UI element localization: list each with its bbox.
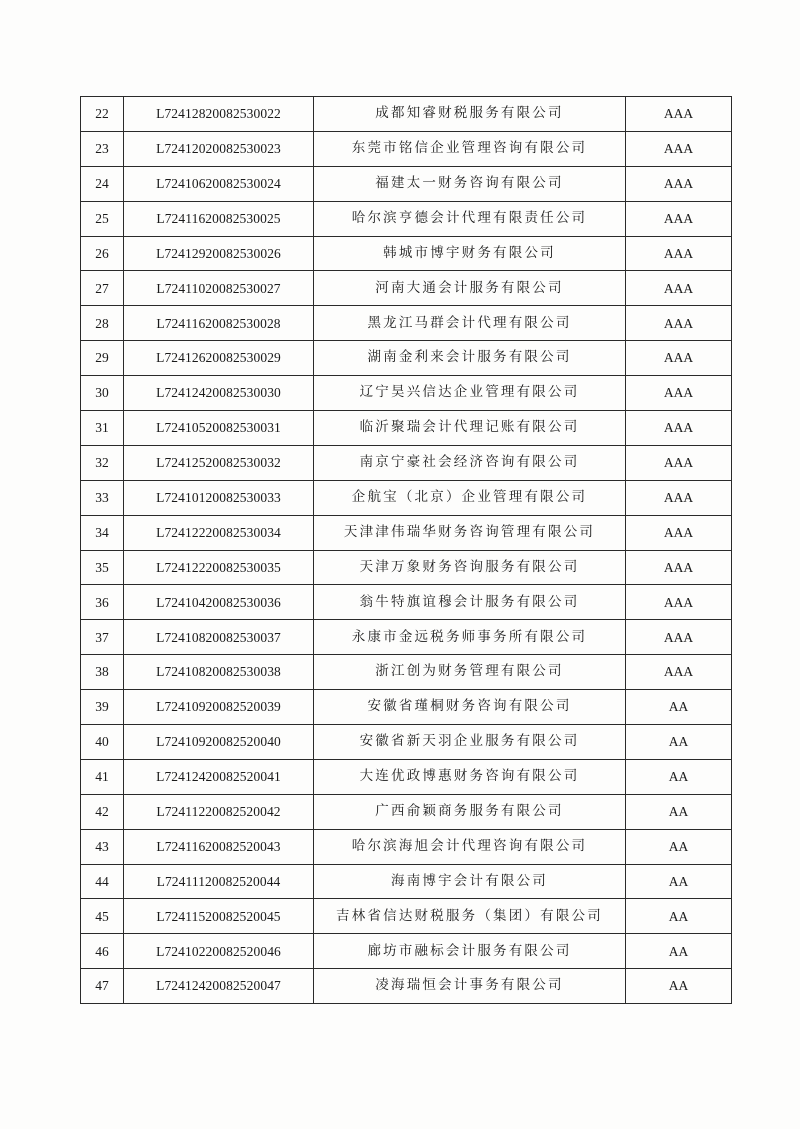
table-row [81, 864, 732, 899]
company-name: 大连优政博惠财务咨询有限公司 [314, 759, 626, 794]
table-row [81, 794, 732, 829]
credit-grade: AAA [626, 550, 732, 585]
table-row [81, 899, 732, 934]
company-name: 天津津伟瑞华财务咨询管理有限公司 [314, 515, 626, 550]
registration-code: L72411020082530027 [124, 271, 314, 306]
credit-grade: AAA [626, 480, 732, 515]
row-number: 36 [81, 585, 124, 620]
registration-code: L72410820082530037 [124, 620, 314, 655]
row-number: 26 [81, 236, 124, 271]
credit-grade: AA [626, 864, 732, 899]
credit-grade: AAA [626, 166, 732, 201]
company-name: 凌海瑞恒会计事务有限公司 [314, 969, 626, 1004]
company-name: 福建太一财务咨询有限公司 [314, 166, 626, 201]
table-row [81, 480, 732, 515]
table-row [81, 236, 732, 271]
registration-code: L72410620082530024 [124, 166, 314, 201]
registration-code: L72411220082520042 [124, 794, 314, 829]
row-number: 38 [81, 655, 124, 690]
row-number: 24 [81, 166, 124, 201]
registration-code: L72411620082530025 [124, 201, 314, 236]
registration-code: L72411620082530028 [124, 306, 314, 341]
company-name: 廊坊市融标会计服务有限公司 [314, 934, 626, 969]
registration-code: L72412520082530032 [124, 445, 314, 480]
credit-grade: AAA [626, 236, 732, 271]
row-number: 35 [81, 550, 124, 585]
credit-grade: AAA [626, 411, 732, 446]
registration-code: L72412220082530035 [124, 550, 314, 585]
table-row [81, 271, 732, 306]
table-row [81, 201, 732, 236]
table-row [81, 550, 732, 585]
row-number: 42 [81, 794, 124, 829]
company-name: 广西俞颖商务服务有限公司 [314, 794, 626, 829]
row-number: 41 [81, 759, 124, 794]
registration-code: L72410920082520040 [124, 725, 314, 760]
company-name: 天津万象财务咨询服务有限公司 [314, 550, 626, 585]
table-row [81, 759, 732, 794]
registration-code: L72410220082520046 [124, 934, 314, 969]
credit-grade: AAA [626, 585, 732, 620]
registration-code: L72412920082530026 [124, 236, 314, 271]
table-row [81, 515, 732, 550]
row-number: 30 [81, 376, 124, 411]
table-row [81, 690, 732, 725]
row-number: 27 [81, 271, 124, 306]
rating-table [80, 96, 732, 1004]
table-row [81, 934, 732, 969]
credit-grade: AAA [626, 620, 732, 655]
registration-code: L72412020082530023 [124, 131, 314, 166]
company-name: 哈尔滨亨德会计代理有限责任公司 [314, 201, 626, 236]
table-row [81, 376, 732, 411]
credit-grade: AAA [626, 306, 732, 341]
credit-grade: AA [626, 725, 732, 760]
credit-grade: AA [626, 969, 732, 1004]
row-number: 37 [81, 620, 124, 655]
company-name: 企航宝（北京）企业管理有限公司 [314, 480, 626, 515]
company-name: 东莞市铭信企业管理咨询有限公司 [314, 131, 626, 166]
credit-grade: AAA [626, 341, 732, 376]
row-number: 23 [81, 131, 124, 166]
credit-grade: AAA [626, 655, 732, 690]
company-name: 临沂聚瑞会计代理记账有限公司 [314, 411, 626, 446]
registration-code: L72410920082520039 [124, 690, 314, 725]
company-name: 湖南金利来会计服务有限公司 [314, 341, 626, 376]
company-name: 安徽省瑾桐财务咨询有限公司 [314, 690, 626, 725]
rating-table-body [81, 97, 732, 1004]
table-row [81, 585, 732, 620]
registration-code: L72412620082530029 [124, 341, 314, 376]
row-number: 45 [81, 899, 124, 934]
table-row [81, 411, 732, 446]
company-name: 永康市金远税务师事务所有限公司 [314, 620, 626, 655]
row-number: 31 [81, 411, 124, 446]
company-name: 成都知睿财税服务有限公司 [314, 97, 626, 132]
row-number: 39 [81, 690, 124, 725]
company-name: 辽宁昊兴信达企业管理有限公司 [314, 376, 626, 411]
credit-grade: AAA [626, 376, 732, 411]
registration-code: L72412220082530034 [124, 515, 314, 550]
table-row [81, 829, 732, 864]
table-row [81, 620, 732, 655]
credit-grade: AAA [626, 131, 732, 166]
registration-code: L72412820082530022 [124, 97, 314, 132]
registration-code: L72410420082530036 [124, 585, 314, 620]
table-row [81, 655, 732, 690]
registration-code: L72412420082520041 [124, 759, 314, 794]
company-name: 浙江创为财务管理有限公司 [314, 655, 626, 690]
company-name: 翁牛特旗谊穆会计服务有限公司 [314, 585, 626, 620]
credit-grade: AAA [626, 271, 732, 306]
registration-code: L72411620082520043 [124, 829, 314, 864]
registration-code: L72410820082530038 [124, 655, 314, 690]
registration-code: L72412420082520047 [124, 969, 314, 1004]
table-row [81, 445, 732, 480]
credit-grade: AA [626, 794, 732, 829]
credit-grade: AA [626, 690, 732, 725]
company-name: 韩城市博宇财务有限公司 [314, 236, 626, 271]
company-name: 海南博宇会计有限公司 [314, 864, 626, 899]
credit-grade: AAA [626, 97, 732, 132]
table-row [81, 306, 732, 341]
company-name: 河南大通会计服务有限公司 [314, 271, 626, 306]
row-number: 46 [81, 934, 124, 969]
table-row [81, 131, 732, 166]
credit-grade: AAA [626, 515, 732, 550]
registration-code: L72411520082520045 [124, 899, 314, 934]
credit-grade: AA [626, 829, 732, 864]
row-number: 25 [81, 201, 124, 236]
credit-grade: AAA [626, 445, 732, 480]
table-row [81, 166, 732, 201]
company-name: 吉林省信达财税服务（集团）有限公司 [314, 899, 626, 934]
row-number: 22 [81, 97, 124, 132]
credit-grade: AAA [626, 201, 732, 236]
row-number: 40 [81, 725, 124, 760]
company-name: 安徽省新天羽企业服务有限公司 [314, 725, 626, 760]
row-number: 44 [81, 864, 124, 899]
row-number: 29 [81, 341, 124, 376]
company-name: 哈尔滨海旭会计代理咨询有限公司 [314, 829, 626, 864]
company-name: 南京宁豪社会经济咨询有限公司 [314, 445, 626, 480]
table-row [81, 969, 732, 1004]
company-name: 黑龙江马群会计代理有限公司 [314, 306, 626, 341]
row-number: 33 [81, 480, 124, 515]
row-number: 32 [81, 445, 124, 480]
row-number: 34 [81, 515, 124, 550]
row-number: 43 [81, 829, 124, 864]
table-row [81, 341, 732, 376]
registration-code: L72410520082530031 [124, 411, 314, 446]
row-number: 47 [81, 969, 124, 1004]
registration-code: L72411120082520044 [124, 864, 314, 899]
registration-code: L72412420082530030 [124, 376, 314, 411]
row-number: 28 [81, 306, 124, 341]
credit-grade: AA [626, 759, 732, 794]
table-row [81, 97, 732, 132]
registration-code: L72410120082530033 [124, 480, 314, 515]
table-row [81, 725, 732, 760]
credit-grade: AA [626, 934, 732, 969]
credit-grade: AA [626, 899, 732, 934]
